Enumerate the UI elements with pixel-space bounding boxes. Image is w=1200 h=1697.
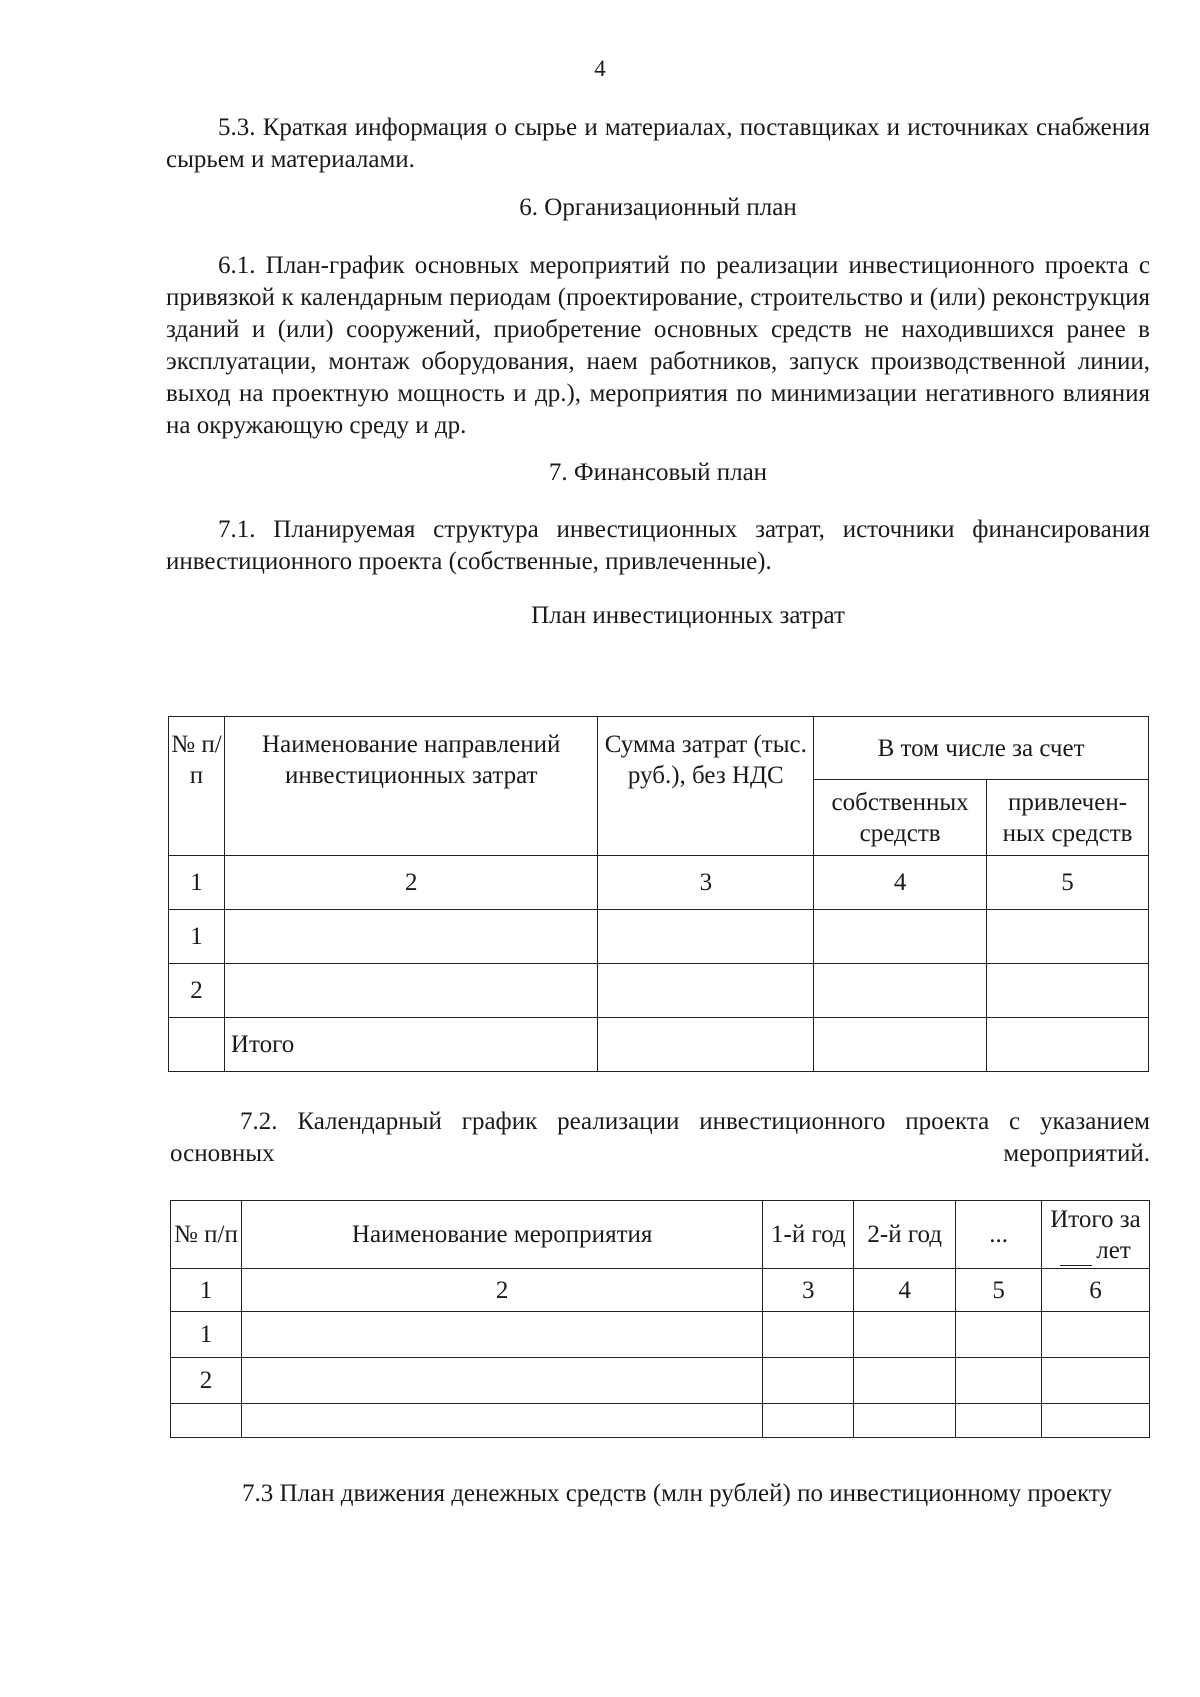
t2-colnum: 5 <box>956 1269 1042 1312</box>
paragraph-7-2: 7.2. Календарный график реализации инвестиционного проекта с указанием основных мероприятий. <box>170 1108 1150 1167</box>
t1-colnum: 3 <box>598 856 814 910</box>
t2-cell <box>1042 1404 1150 1438</box>
t1-colnum: 4 <box>814 856 987 910</box>
t1-colnum: 5 <box>987 856 1149 910</box>
t1-column-numbers <box>169 856 1149 910</box>
t1-row-number: 1 <box>169 910 225 964</box>
t2-colnum: 4 <box>854 1269 956 1312</box>
paragraph-7-1: 7.1. Планируемая структура инвестиционных затрат, источники финансирования инвестиционного проекта (собственные, привлеченные). <box>166 516 1150 575</box>
t2-header-year2: 2-й год <box>854 1201 956 1269</box>
t2-table-row <box>171 1358 1150 1404</box>
t1-header-sum: Сумма затрат (тыс. руб.), без НДС <box>598 717 814 856</box>
t2-header-ellipsis: ... <box>956 1201 1042 1269</box>
t2-cell <box>241 1358 762 1404</box>
table1-caption: План инвестиционных затрат <box>531 602 845 629</box>
t2-colnum: 6 <box>1042 1269 1150 1312</box>
t2-cell <box>854 1312 956 1358</box>
calendar-schedule-table <box>170 1200 1150 1438</box>
t2-header-total <box>1042 1201 1150 1269</box>
t2-header-name: Наименование мероприятия <box>241 1201 762 1269</box>
t1-table-row <box>169 964 1149 1018</box>
t1-cell <box>814 910 987 964</box>
t1-header-number: № п/п <box>169 717 225 856</box>
t2-cell <box>854 1404 956 1438</box>
t2-header-total-line2: лет <box>1096 1236 1131 1264</box>
t2-row-number: 1 <box>171 1312 242 1358</box>
heading-section-7: 7. Финансовый план <box>548 459 768 486</box>
t2-table-row <box>171 1312 1150 1358</box>
heading-section-6: 6. Организационный план <box>519 194 797 221</box>
t1-row-name <box>224 910 598 964</box>
t2-cell <box>241 1312 762 1358</box>
t1-cell <box>598 964 814 1018</box>
t2-header-total-blank <box>1060 1243 1092 1266</box>
t2-cell <box>763 1358 854 1404</box>
t1-row-name <box>224 964 598 1018</box>
t1-total-label: Итого <box>224 1018 598 1072</box>
t2-column-numbers <box>171 1269 1150 1312</box>
t1-colnum: 2 <box>224 856 598 910</box>
t1-total-row <box>169 1018 1149 1072</box>
t2-header-total-line1: Итого за <box>1050 1205 1141 1233</box>
paragraph-5-3: 5.3. Краткая информация о сырье и материалах, поставщиках и источниках снабжения сырьем и материалами. <box>166 114 1150 173</box>
t1-table-row <box>169 910 1149 964</box>
t1-colnum: 1 <box>169 856 225 910</box>
t2-row-number: 2 <box>171 1358 242 1404</box>
t1-header-including: В том числе за счет <box>814 717 1149 780</box>
page-number: 4 <box>594 56 606 81</box>
t1-cell <box>598 910 814 964</box>
t1-row-number <box>169 1018 225 1072</box>
t1-cell <box>987 1018 1149 1072</box>
t2-table-row <box>171 1404 1150 1438</box>
t1-cell <box>987 910 1149 964</box>
t1-cell <box>598 1018 814 1072</box>
t2-colnum: 2 <box>241 1269 762 1312</box>
t1-header-name: Наименование направлений инвестиционных затрат <box>224 717 598 856</box>
t1-header-attracted-funds: привлечен-ных средств <box>987 780 1149 856</box>
t1-cell <box>814 1018 987 1072</box>
t2-cell <box>763 1312 854 1358</box>
t2-cell <box>1042 1312 1150 1358</box>
t1-row-number: 2 <box>169 964 225 1018</box>
t2-cell <box>1042 1358 1150 1404</box>
t2-cell <box>956 1312 1042 1358</box>
t2-cell <box>956 1404 1042 1438</box>
t2-row-number <box>171 1404 242 1438</box>
paragraph-7-3: 7.3 План движения денежных средств (млн рублей) по инвестиционному проекту <box>242 1480 1113 1507</box>
t2-colnum: 3 <box>763 1269 854 1312</box>
t2-colnum: 1 <box>171 1269 242 1312</box>
t1-cell <box>987 964 1149 1018</box>
t2-cell <box>956 1358 1042 1404</box>
t2-cell <box>763 1404 854 1438</box>
t2-header-number: № п/п <box>171 1201 242 1269</box>
t2-header-year1: 1-й год <box>763 1201 854 1269</box>
t1-header-own-funds: собственных средств <box>814 780 987 856</box>
t2-cell <box>241 1404 762 1438</box>
paragraph-6-1: 6.1. План-график основных мероприятий по реализации инвестиционного проекта с привязкой к календарным периодам (проектирование, строительство и (или) реконструкция зданий и (или) сооружений, приобретение основных средств не находившихся ранее в эксплуатации, монтаж оборудования, наем работников, запуск производственной линии, выход на проектную мощность и др.), мероприятия по минимизации негативного влияния на окружающую среду и др. <box>166 252 1150 439</box>
t1-cell <box>814 964 987 1018</box>
investment-costs-table <box>168 716 1149 1072</box>
t2-cell <box>854 1358 956 1404</box>
